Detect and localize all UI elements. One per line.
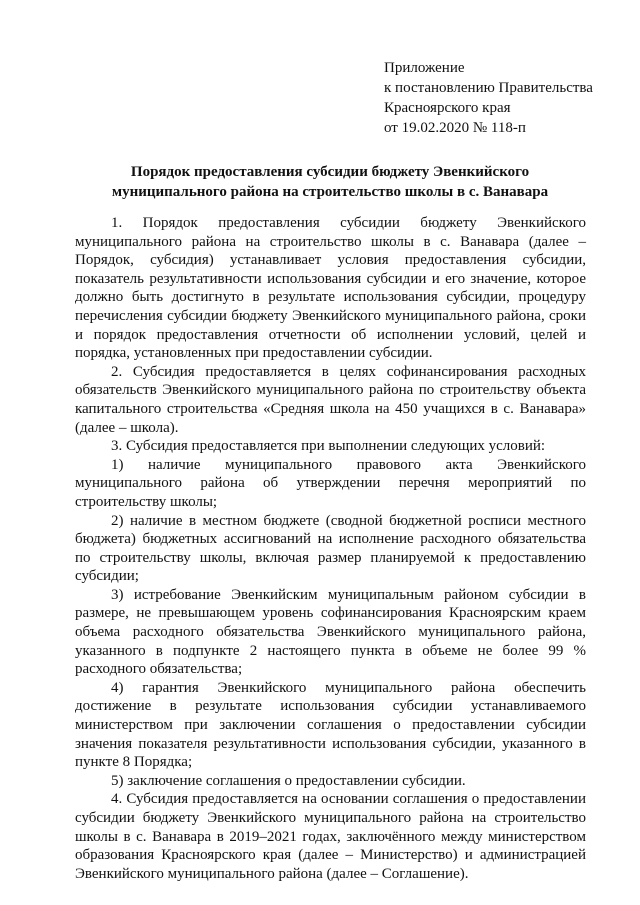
document-body: [75, 214, 586, 883]
appendix-region: Красноярского края: [384, 100, 511, 116]
paragraph-4: 4. Субсидия предоставляется на основании соглашения о предоставлении субсидии бюджету Эвенкийского муниципального района на строительство школы в с. Ванавара в 2019–2021 годах, заключённого между министерством образования Красноярского края (далее – Министерство) и администрацией Эвенкийского муниципального района (далее – Соглашение).: [75, 791, 586, 882]
appendix-resolution: к постановлению Правительства: [384, 80, 593, 96]
appendix-block: [384, 58, 593, 138]
document-title: [60, 162, 600, 202]
paragraph-1: 1. Порядок предоставления субсидии бюджету Эвенкийского муниципального района на строительство школы в с. Ванавара (далее – Порядок, субсидия) устанавливает условия предоставления субсидии, показатель результативности использования субсидии и его значение, которое должно быть достигнуто в результате использования субсидии, процедуру перечисления субсидии бюджету Эвенкийского муниципального района, сроки и порядок предоставления отчетности об исполнении условий, целей и порядка, установленных при предоставлении субсидии.: [75, 215, 586, 362]
appendix-label: Приложение: [384, 60, 465, 76]
paragraph-3: 3. Субсидия предоставляется при выполнении следующих условий:: [111, 438, 546, 455]
condition-5: 5) заключение соглашения о предоставлении субсидии.: [111, 772, 466, 789]
title-line-2: муниципального района на строительство школы в с. Ванавара: [111, 184, 549, 200]
title-line-1: Порядок предоставления субсидии бюджету Эвенкийского: [130, 164, 530, 180]
condition-4: 4) гарантия Эвенкийского муниципального района обеспечить достижение в результате использования субсидии устанавливаемого министерством при заключении соглашения о предоставлении субсидии значения показателя результативности использования субсидии, указанного в пункте 8 Порядка;: [75, 679, 586, 771]
paragraph-2: 2. Субсидия предоставляется в целях софинансирования расходных обязательств Эвенкийского муниципального района по строительству объекта капитального строительства «Средняя школа на 450 учащихся в с. Ванавара» (далее – школа).: [75, 363, 586, 436]
condition-3: 3) истребование Эвенкийским муниципальным районом субсидии в размере, не превышающем уровень софинансирования Красноярским краем объема расходного обязательства Эвенкийского муниципального района, указанного в подпункте 2 настоящего пункта в объеме не более 99 % расходного обязательства;: [75, 586, 586, 678]
appendix-date-number: от 19.02.2020 № 118-п: [384, 120, 526, 136]
condition-1: 1) наличие муниципального правового акта Эвенкийского муниципального района об утверждении перечня мероприятий по строительству школы;: [75, 456, 586, 510]
condition-2: 2) наличие в местном бюджете (сводной бюджетной росписи местного бюджета) бюджетных ассигнований на исполнение расходного обязательства по строительству школы, включая размер планируемой к предоставлению субсидии;: [75, 512, 586, 585]
